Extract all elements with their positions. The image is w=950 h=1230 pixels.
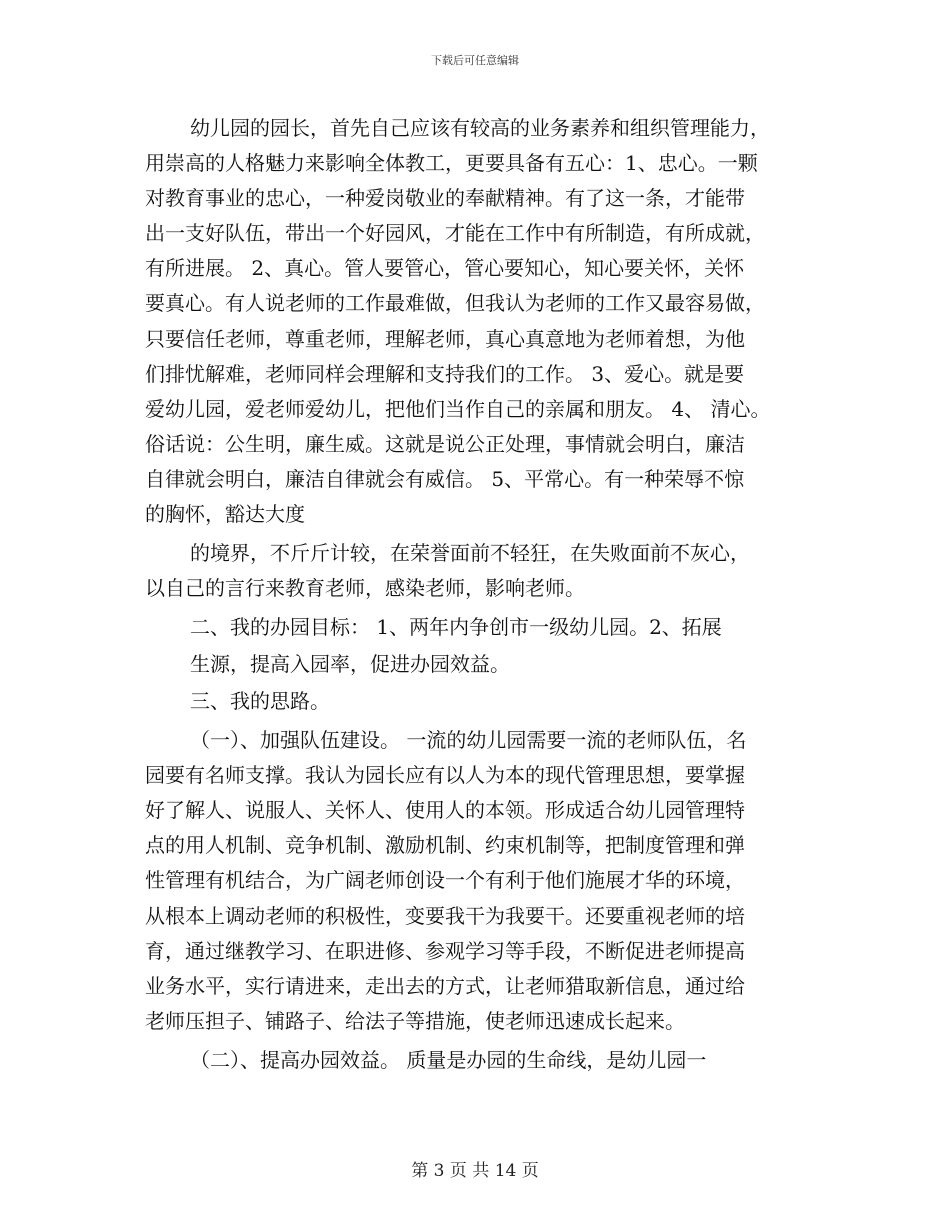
text-line: 性管理有机结合，为广阔老师创设一个有利于他们施展才华的环境， [145,868,745,892]
text-line: 老师压担子、铺路子、给法子等措施，使老师迅速成长起来。 [145,1009,685,1033]
text-line: 俗话说：公生明，廉生威。这就是说公正处理，事情就会明白，廉洁 [145,432,745,456]
text-line: 的境界，不斤斤计较，在荣誉面前不轻狂，在失败面前不灰心， [190,541,750,565]
text-line: 只要信任老师，尊重老师，理解老师，真心真意地为老师着想，为他 [145,327,745,351]
text-line: 好了解人、说服人、关怀人、使用人的本领。形成适合幼儿园管理特 [145,798,745,822]
text-line: 生源，提高入园率，促进办园效益。 [190,652,510,676]
text-line: 从根本上调动老师的积极性，变要我干为我要干。还要重视老师的培 [145,904,745,928]
text-line: 园要有名师支撑。我认为园长应有以人为本的现代管理思想，要掌握 [145,763,745,787]
text-line: 有所进展。 2、真心。管人要管心，管心要知心，知心要关怀，关怀 [145,256,745,280]
page-header-note: 下载后可任意编辑 [431,54,519,67]
text-line: 三、我的思路。 [190,689,330,713]
text-line: 自律就会明白，廉洁自律就会有威信。 5、平常心。有一种荣辱不惊 [145,467,745,491]
text-line: 爱幼儿园，爱老师爱幼儿，把他们当作自己的亲属和朋友。 4、 清心。 [145,397,771,421]
text-line: 幼儿园的园长，首先自己应该有较高的业务素养和组织管理能力， [190,116,770,140]
text-line: 二、我的办园目标： 1、两年内争创市一级幼儿园。2、拓展 [190,615,722,639]
text-line: 用崇高的人格魅力来影响全体教工，更要具备有五心：1、忠心。一颗 [145,151,758,175]
text-line: （二）、提高办园效益。 质量是办园的生命线，是幼儿园一 [190,1048,707,1072]
text-line: 以自己的言行来教育老师，感染老师，影响老师。 [145,576,585,600]
page-number-footer: 第 3 页 共 14 页 [411,1161,539,1181]
text-line: 业务水平，实行请进来，走出去的方式，让老师猎取新信息，通过给 [145,974,745,998]
text-line: 育，通过继教学习、在职进修、参观学习等手段，不断促进老师提高 [145,939,745,963]
text-line: （一）、加强队伍建设。 一流的幼儿园需要一流的老师队伍，名 [190,728,747,752]
text-line: 的胸怀，豁达大度 [145,502,305,526]
text-line: 对教育事业的忠心，一种爱岗敬业的奉献精神。有了这一条，才能带 [145,186,745,210]
text-line: 点的用人机制、竞争机制、激励机制、约束机制等，把制度管理和弹 [145,833,745,857]
text-line: 们排忧解难，老师同样会理解和支持我们的工作。 3、爱心。就是要 [145,362,745,386]
text-line: 要真心。有人说老师的工作最难做，但我认为老师的工作又最容易做， [145,291,765,315]
text-line: 出一支好队伍，带出一个好园风，才能在工作中有所制造，有所成就， [145,221,765,245]
